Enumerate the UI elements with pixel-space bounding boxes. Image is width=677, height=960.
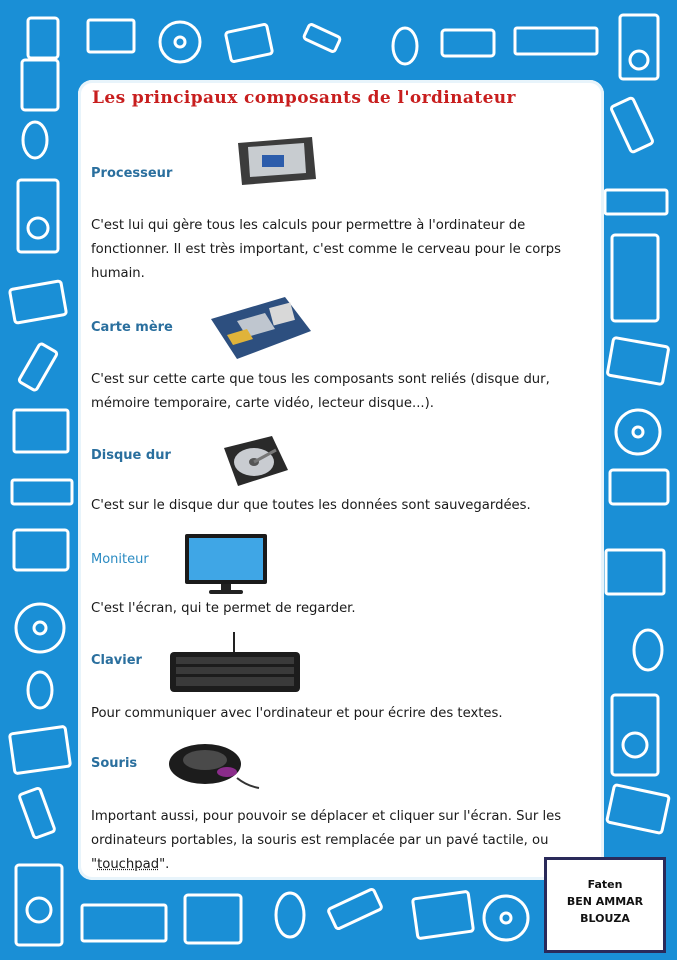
mouse-border-icon xyxy=(393,28,417,64)
heading-clavier: Clavier xyxy=(91,653,142,668)
content-panel xyxy=(78,80,604,880)
page-title: Les principaux composants de l'ordinateur xyxy=(92,88,516,108)
tower-icon xyxy=(28,18,58,58)
printer-icon xyxy=(442,30,494,56)
monitor-border-icon xyxy=(88,20,134,52)
author-line3: BLOUZA xyxy=(580,912,630,925)
tablet-icon xyxy=(225,24,272,62)
text-moniteur-content: C'est l'écran, qui te permet de regarder. xyxy=(91,601,356,616)
heading-processeur: Processeur xyxy=(91,166,173,181)
text-souris: Important aussi, pour pouvoir se déplacer et cliquer sur l'écran. Sur les ordinateurs portables, la souris est remplacée par un pavé tactile, ou "touchpad". xyxy=(91,809,562,872)
usb-icon xyxy=(303,24,341,53)
keyboard-icon xyxy=(168,632,302,694)
author-signature xyxy=(544,857,666,953)
author-line1: Faten xyxy=(587,878,623,891)
heading-carte-mere: Carte mère xyxy=(91,320,173,335)
keyboard-border-icon xyxy=(515,28,597,54)
text-disque-dur: C'est sur le disque dur que toutes les données sont sauvegardées. xyxy=(91,498,531,513)
heading-souris: Souris xyxy=(91,756,138,771)
motherboard-icon xyxy=(207,295,315,361)
text-clavier: Pour communiquer avec l'ordinateur et pour écrire des textes. xyxy=(91,706,503,721)
hard-disk-icon xyxy=(218,434,292,488)
text-carte-mere: C'est sur cette carte que tous les composants sont reliés (disque dur, mémoire temporaire, carte vidéo, lecteur disque...). xyxy=(91,372,550,411)
mouse-icon xyxy=(165,738,261,794)
processor-chip-icon xyxy=(232,135,318,187)
heading-disque-dur: Disque dur xyxy=(91,448,171,463)
monitor-icon xyxy=(183,532,269,596)
text-processeur: C'est lui qui gère tous les calculs pour permettre à l'ordinateur de fonctionner. Il est très important, c'est comme le cerveau pour le corps humain. xyxy=(91,218,561,281)
heading-moniteur: Moniteur xyxy=(91,552,149,567)
cd-icon xyxy=(160,22,200,62)
author-line2: BEN AMMAR xyxy=(566,895,644,908)
